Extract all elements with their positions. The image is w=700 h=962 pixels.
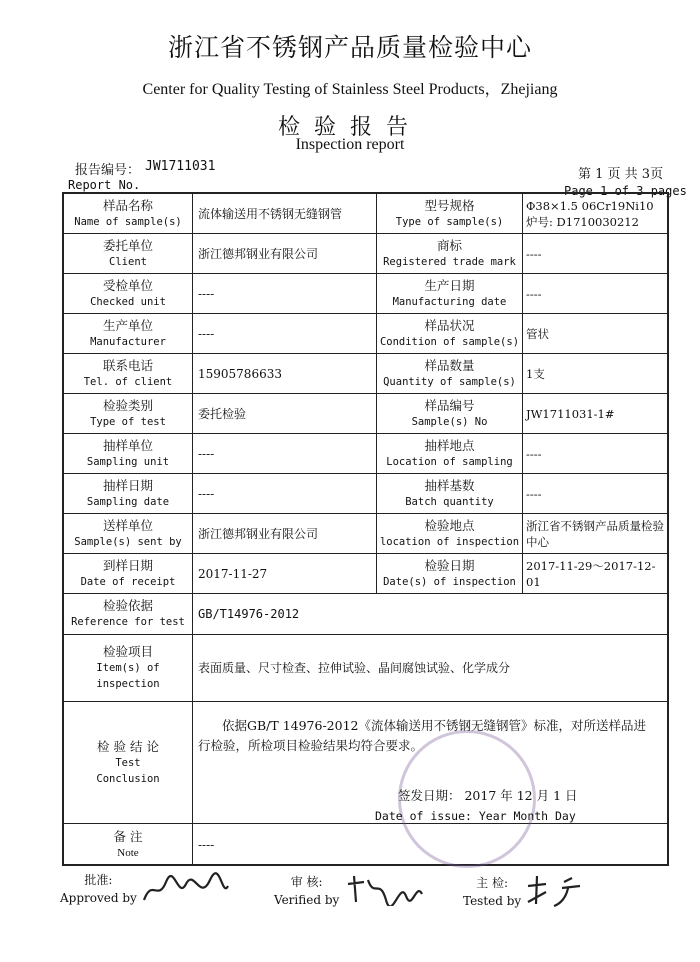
- verified-label-cn: 审 核:: [290, 875, 323, 889]
- label-en: Note: [117, 847, 139, 859]
- field-label: [377, 434, 523, 473]
- items-value: 表面质量、尺寸检查、拉伸试验、晶间腐蚀试验、化学成分: [198, 661, 511, 675]
- field-value: 1支: [526, 366, 545, 381]
- field-label: [64, 314, 193, 353]
- label-cn: 商标: [436, 237, 462, 253]
- field-value: 浙江德邦钢业有限公司: [193, 234, 377, 273]
- conclusion-label: [64, 702, 193, 823]
- center-title-en: Center for Quality Testing of Stainless Steel Products，Zhejiang: [142, 81, 558, 98]
- label-en: Date(s) of inspection: [383, 575, 516, 588]
- field-value: 2017-11-27: [193, 554, 377, 593]
- note-label: [64, 824, 193, 866]
- label-cn: 检验依据: [102, 598, 153, 613]
- label-en: Condition of sample(s): [379, 335, 520, 348]
- label-en: Location of sampling: [386, 455, 513, 468]
- tested-label-en: Tested by: [463, 894, 522, 908]
- label-en: Sampling unit: [86, 455, 170, 468]
- label-cn: 抽样日期: [102, 477, 153, 493]
- label-cn: 样品数量: [424, 357, 475, 373]
- tested-block: [463, 874, 521, 910]
- page-count-en: Page 1 of 3 pages: [564, 184, 687, 198]
- report-no-value: JW1711031: [145, 159, 216, 174]
- field-label: [64, 554, 193, 593]
- label-en: Registered trade mark: [383, 255, 516, 268]
- tester-signature: [524, 872, 594, 915]
- note-value: ----: [198, 838, 215, 852]
- items-label: [64, 635, 193, 701]
- label-cn: 检验项目: [102, 644, 153, 659]
- table-row: [64, 474, 667, 514]
- signature-scribble: [344, 872, 424, 906]
- label-en: Tel. of client: [83, 375, 173, 388]
- field-label: [64, 514, 193, 553]
- tested-label-cn: 主 检:: [476, 876, 509, 890]
- label-cn: 样品状况: [424, 317, 475, 333]
- field-label: [377, 274, 523, 313]
- table-row: [64, 274, 667, 314]
- field-label: [377, 314, 523, 353]
- label-cn: 生产日期: [424, 277, 475, 293]
- label-cn: 型号规格: [424, 197, 475, 213]
- label-en: Test: [115, 756, 141, 769]
- label-en: Conclusion: [96, 772, 160, 785]
- table-row: [64, 234, 667, 274]
- report-no-en: Report No.: [68, 178, 141, 192]
- field-value: ----: [193, 434, 377, 473]
- label-en: Batch quantity: [405, 495, 494, 508]
- table-row: [64, 354, 667, 394]
- center-title-cn: 浙江省不锈钢产品质量检验中心: [167, 33, 532, 62]
- field-value: 管状: [526, 326, 549, 341]
- table-row: [64, 434, 667, 474]
- approved-label-en: Approved by: [60, 891, 137, 905]
- label-en: Sampling date: [86, 495, 170, 508]
- field-value: 15905786633: [193, 354, 377, 393]
- label-en: Quantity of sample(s): [383, 375, 516, 388]
- label-en: Sample(s) No: [411, 415, 488, 428]
- label-en: Type of test: [90, 415, 166, 428]
- field-value: ----: [526, 486, 542, 501]
- verified-label-en: Verified by: [274, 893, 340, 907]
- label-en: Date of receipt: [80, 575, 176, 588]
- field-label: [377, 554, 523, 593]
- field-value: 委托检验: [193, 394, 377, 433]
- field-label: [377, 394, 523, 433]
- reference-value: GB/T14976-2012: [198, 607, 300, 621]
- label-cn: 抽样单位: [102, 437, 153, 453]
- table-row: [64, 314, 667, 354]
- report-no-label: 报告编号：: [75, 163, 141, 178]
- field-value: 2017-11-29～2017-12-01: [526, 558, 656, 589]
- conclusion-body: [193, 702, 667, 823]
- items-row: [64, 635, 667, 702]
- label-cn: 受检单位: [102, 277, 153, 293]
- label-en: Reference for test: [71, 616, 185, 628]
- label-cn: 检验地点: [424, 517, 475, 533]
- issue-date-cn: 签发日期： 2017 年 12 月 1 日: [398, 788, 578, 803]
- label-cn: 到样日期: [102, 557, 153, 573]
- field-label: [377, 354, 523, 393]
- label-cn: 检 验 结 论: [97, 738, 159, 754]
- label-cn: 检验日期: [424, 557, 475, 573]
- label-cn: 样品名称: [102, 197, 153, 213]
- label-en: Client: [109, 255, 147, 268]
- field-label: [377, 194, 523, 233]
- field-value: 浙江德邦钢业有限公司: [193, 514, 377, 553]
- label-en: Name of sample(s): [74, 215, 182, 228]
- field-label: [377, 234, 523, 273]
- label-cn: 联系电话: [102, 357, 153, 373]
- table-row: [64, 194, 667, 234]
- approver-signature: [140, 872, 230, 913]
- field-label: [64, 194, 193, 233]
- page-count-cn: 第 1 页 共 3页: [578, 167, 664, 182]
- issue-date-en: Date of issue: Year Month Day: [375, 809, 576, 823]
- field-value: JW1711031-1#: [526, 406, 615, 421]
- label-en: Sample(s) sent by: [74, 535, 182, 548]
- field-label: [64, 354, 193, 393]
- label-cn: 样品编号: [424, 397, 475, 413]
- approved-label-cn: 批准:: [84, 873, 113, 887]
- label-cn: 抽样地点: [424, 437, 475, 453]
- approved-block: [60, 871, 137, 907]
- field-value: Φ38×1.5 06Cr19Ni10 炉号: D1710030212: [526, 198, 654, 229]
- conclusion-text: 依据GB/T 14976-2012《流体输送用不锈钢无缝钢管》标准，对所送样品进行检验，所检项目检验结果均符合要求。: [198, 718, 646, 753]
- field-label: [64, 434, 193, 473]
- label-en: Manufacturing date: [392, 295, 507, 308]
- label-cn: 生产单位: [102, 317, 153, 333]
- field-value: 流体输送用不锈钢无缝钢管: [193, 194, 377, 233]
- signature-scribble: [524, 872, 594, 908]
- field-label: [64, 474, 193, 513]
- field-value: ----: [526, 286, 542, 301]
- label-cn: 检验类别: [102, 397, 153, 413]
- table-row: [64, 394, 667, 434]
- field-label: [377, 514, 523, 553]
- verified-block: [274, 873, 339, 909]
- verifier-signature: [344, 872, 424, 913]
- reference-row: [64, 594, 667, 635]
- conclusion-row: [64, 702, 667, 824]
- note-row: [64, 824, 667, 866]
- field-value: ----: [526, 446, 542, 461]
- field-value: ----: [193, 314, 377, 353]
- field-label: [64, 394, 193, 433]
- label-cn: 备 注: [113, 829, 143, 844]
- report-title-en: Inspection report: [295, 136, 405, 153]
- field-label: [64, 274, 193, 313]
- label-cn: 抽样基数: [424, 477, 475, 493]
- label-en: Type of sample(s): [395, 215, 504, 228]
- inspection-table: [62, 192, 669, 866]
- label-en: Manufacturer: [90, 335, 166, 348]
- field-value: ----: [193, 474, 377, 513]
- report-title-cn: 检验报告: [277, 115, 422, 140]
- label-cn: 委托单位: [102, 237, 153, 253]
- label-en: Item(s) of inspection: [96, 662, 160, 690]
- field-label: [377, 474, 523, 513]
- label-cn: 送样单位: [102, 517, 153, 533]
- field-value: ----: [193, 274, 377, 313]
- field-label: [64, 234, 193, 273]
- field-value: 浙江省不锈钢产品质量检验中心: [526, 518, 664, 549]
- reference-label: [64, 594, 193, 634]
- field-value: ----: [526, 246, 542, 261]
- table-row: [64, 514, 667, 554]
- signature-scribble: [140, 872, 230, 906]
- label-en: location of inspection: [379, 535, 520, 548]
- table-row: [64, 554, 667, 594]
- label-en: Checked unit: [90, 295, 166, 308]
